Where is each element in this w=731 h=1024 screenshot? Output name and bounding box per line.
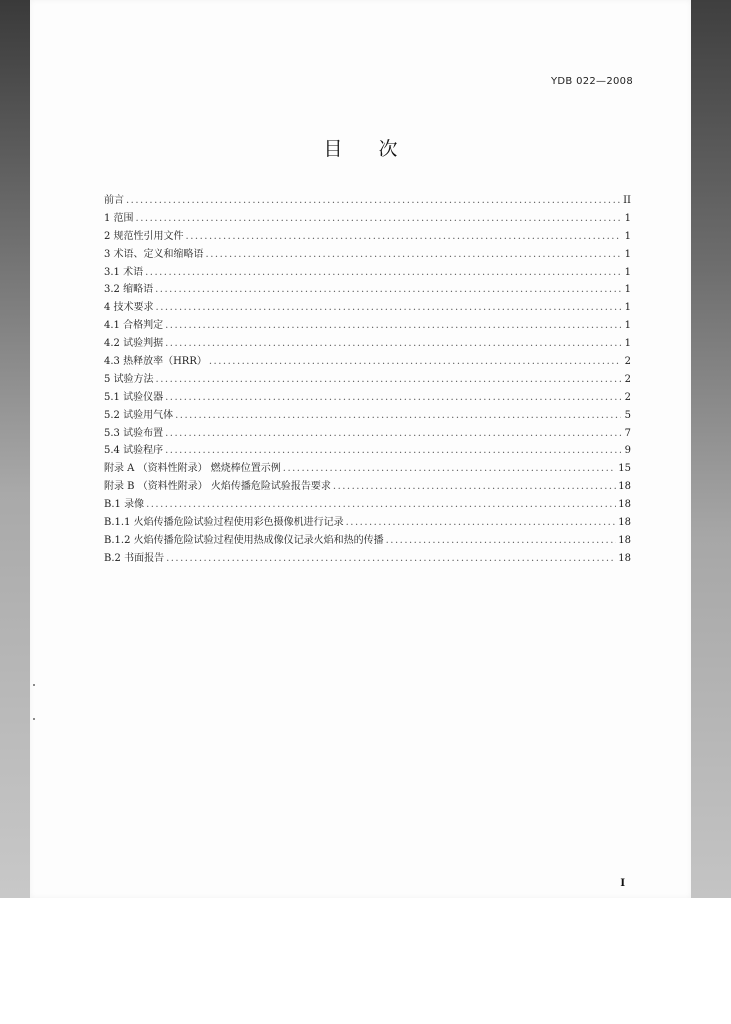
toc-leader-dots bbox=[283, 460, 617, 478]
toc-entry-page: 18 bbox=[618, 552, 631, 564]
toc-leader-dots bbox=[146, 496, 616, 514]
toc-entry[interactable] bbox=[104, 299, 631, 317]
toc-entry[interactable] bbox=[104, 281, 631, 299]
toc-entry[interactable] bbox=[104, 353, 631, 371]
toc-entry-page: 1 bbox=[624, 284, 631, 296]
toc-leader-dots bbox=[175, 407, 621, 425]
toc-entry-page: 1 bbox=[624, 320, 631, 332]
toc-entry-label: B.1.2 火焰传播危险试验过程使用热成像仪记录火焰和热的传播 bbox=[104, 534, 384, 546]
toc-leader-dots bbox=[126, 192, 621, 210]
toc-entry[interactable] bbox=[104, 246, 631, 264]
document-page bbox=[30, 0, 691, 898]
left-scan-border bbox=[0, 0, 30, 898]
toc-entry[interactable] bbox=[104, 514, 631, 532]
toc-leader-dots bbox=[156, 371, 621, 389]
toc-leader-dots bbox=[136, 210, 621, 228]
scan-speck bbox=[33, 684, 35, 686]
toc-entry-label: B.1.1 火焰传播危险试验过程使用彩色摄像机进行记录 bbox=[104, 517, 344, 529]
toc-entry-page: 2 bbox=[624, 373, 631, 385]
scan-speck bbox=[33, 718, 35, 720]
toc-entry-page: 18 bbox=[618, 499, 631, 511]
toc-entry-label: 前言 bbox=[104, 195, 124, 206]
toc-leader-dots bbox=[165, 335, 621, 353]
toc-leader-dots bbox=[165, 317, 621, 335]
toc-entry-label: 3.1 术语 bbox=[104, 266, 144, 278]
toc-entry[interactable] bbox=[104, 264, 631, 282]
toc-entry-label: 1 范围 bbox=[104, 212, 134, 224]
toc-entry[interactable] bbox=[104, 460, 631, 478]
toc-entry-page: 18 bbox=[618, 481, 631, 493]
toc-leader-dots bbox=[156, 299, 621, 317]
page-number: I bbox=[620, 878, 625, 889]
toc-leader-dots bbox=[386, 532, 617, 550]
title-char-2: 次 bbox=[378, 138, 398, 160]
toc-leader-dots bbox=[333, 478, 616, 496]
toc-entry[interactable] bbox=[104, 192, 631, 210]
toc-entry-label: 5 试验方法 bbox=[104, 373, 154, 385]
toc-entry-label: 4.3 热释放率（HRR） bbox=[104, 356, 207, 368]
table-of-contents bbox=[104, 192, 631, 568]
toc-entry[interactable] bbox=[104, 317, 631, 335]
toc-entry[interactable] bbox=[104, 210, 631, 228]
toc-leader-dots bbox=[209, 353, 621, 371]
toc-entry-label: 3.2 缩略语 bbox=[104, 284, 154, 296]
document-code: YDB 022—2008 bbox=[551, 76, 633, 87]
toc-entry-label: 5.3 试验布置 bbox=[104, 427, 164, 439]
toc-entry-page: 5 bbox=[624, 409, 631, 421]
toc-entry-label: 5.4 试验程序 bbox=[104, 445, 164, 457]
toc-leader-dots bbox=[145, 264, 621, 282]
toc-entry-label: 2 规范性引用文件 bbox=[104, 230, 184, 242]
toc-entry[interactable] bbox=[104, 496, 631, 514]
toc-entry-page: II bbox=[623, 195, 631, 206]
title-char-1: 目 bbox=[323, 138, 343, 160]
toc-entry-page: 1 bbox=[624, 230, 631, 242]
toc-entry-label: 附录 A （资料性附录） 燃烧棒位置示例 bbox=[104, 463, 281, 475]
toc-entry[interactable] bbox=[104, 371, 631, 389]
toc-entry-label: 4.2 试验判据 bbox=[104, 338, 164, 350]
toc-entry-label: B.2 书面报告 bbox=[104, 552, 165, 564]
toc-entry[interactable] bbox=[104, 442, 631, 460]
toc-entry-page: 1 bbox=[624, 338, 631, 350]
toc-entry-page: 18 bbox=[618, 517, 631, 529]
toc-entry-page: 1 bbox=[624, 248, 631, 260]
toc-entry-page: 1 bbox=[624, 266, 631, 278]
toc-entry-page: 7 bbox=[624, 427, 631, 439]
toc-entry[interactable] bbox=[104, 532, 631, 550]
toc-entry-page: 9 bbox=[624, 445, 631, 457]
right-scan-border bbox=[691, 0, 731, 898]
toc-entry[interactable] bbox=[104, 389, 631, 407]
toc-entry-page: 2 bbox=[624, 391, 631, 403]
toc-entry-label: 4.1 合格判定 bbox=[104, 320, 164, 332]
toc-entry[interactable] bbox=[104, 478, 631, 496]
toc-leader-dots bbox=[165, 389, 621, 407]
toc-entry[interactable] bbox=[104, 228, 631, 246]
toc-leader-dots bbox=[186, 228, 621, 246]
page-title bbox=[30, 134, 691, 161]
toc-entry-page: 2 bbox=[624, 356, 631, 368]
toc-entry-page: 18 bbox=[618, 534, 631, 546]
toc-entry-label: 3 术语、定义和缩略语 bbox=[104, 248, 204, 260]
toc-entry-page: 1 bbox=[624, 302, 631, 314]
toc-leader-dots bbox=[165, 425, 621, 443]
toc-leader-dots bbox=[155, 281, 621, 299]
toc-entry[interactable] bbox=[104, 335, 631, 353]
toc-entry-label: 5.1 试验仪器 bbox=[104, 391, 164, 403]
toc-entry-page: 1 bbox=[624, 212, 631, 224]
toc-leader-dots bbox=[206, 246, 621, 264]
toc-entry[interactable] bbox=[104, 550, 631, 568]
toc-entry-label: 5.2 试验用气体 bbox=[104, 409, 174, 421]
toc-leader-dots bbox=[166, 550, 616, 568]
toc-entry[interactable] bbox=[104, 425, 631, 443]
toc-entry-label: 附录 B （资料性附录） 火焰传播危险试验报告要求 bbox=[104, 481, 331, 493]
toc-entry-label: B.1 录像 bbox=[104, 499, 145, 511]
toc-leader-dots bbox=[346, 514, 617, 532]
toc-entry-page: 15 bbox=[618, 463, 631, 475]
toc-leader-dots bbox=[165, 442, 621, 460]
toc-entry-label: 4 技术要求 bbox=[104, 302, 154, 314]
toc-entry[interactable] bbox=[104, 407, 631, 425]
